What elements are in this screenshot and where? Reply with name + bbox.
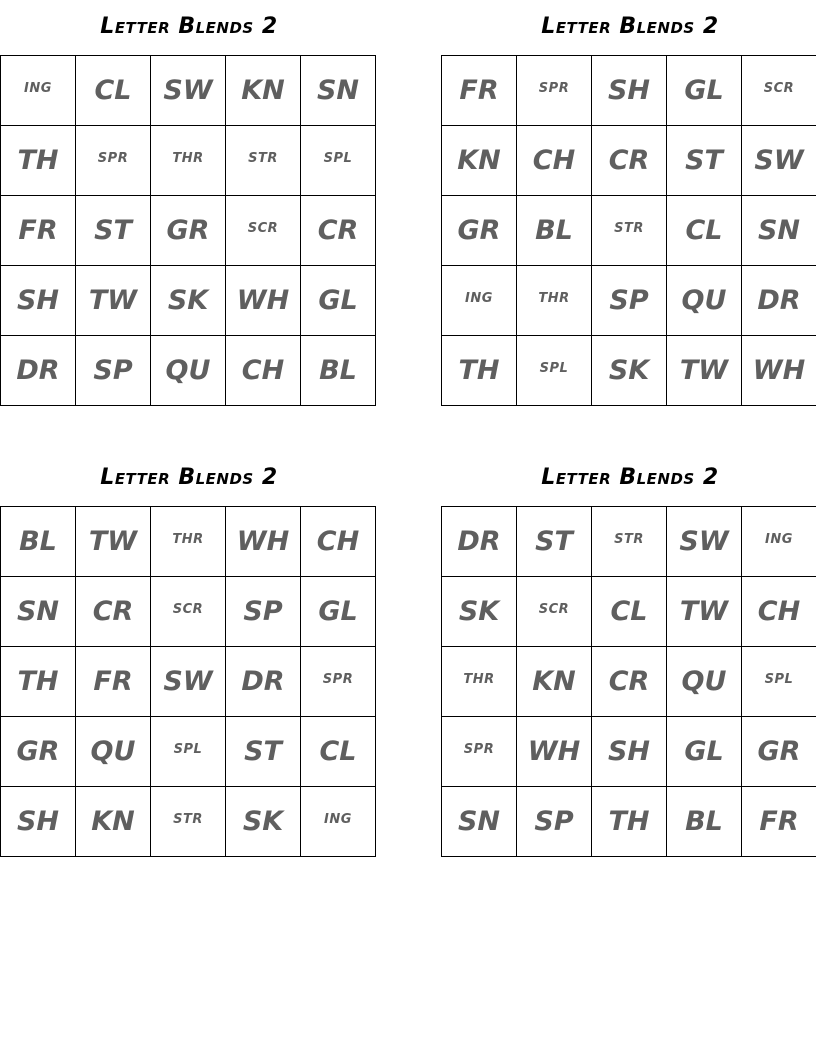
grid-cell: SPL	[301, 126, 376, 196]
grid-cell: ING	[1, 56, 76, 126]
grid-cell: FR	[76, 647, 151, 717]
grid-cell: SW	[667, 507, 742, 577]
grid-cell: THR	[151, 126, 226, 196]
grid-cell: SPL	[151, 717, 226, 787]
grid-cell: STR	[592, 507, 667, 577]
grid-cell: QU	[667, 647, 742, 717]
grid-cell: CH	[742, 577, 816, 647]
grid-cell: SN	[742, 196, 816, 266]
grid-cell: CL	[667, 196, 742, 266]
grid-cell: GR	[742, 717, 816, 787]
grid-cell: GL	[301, 266, 376, 336]
bingo-card-3	[0, 459, 376, 857]
grid-cell: CR	[592, 647, 667, 717]
grid-cell: THR	[442, 647, 517, 717]
grid-cell: CH	[301, 507, 376, 577]
bingo-card-4	[441, 459, 816, 857]
card-title: Letter Blends 2	[541, 465, 719, 490]
grid-cell: SCR	[151, 577, 226, 647]
grid-cell: THR	[151, 507, 226, 577]
grid-cell: DR	[1, 336, 76, 406]
grid-cell: STR	[226, 126, 301, 196]
grid-cell: TW	[667, 336, 742, 406]
grid-cell: STR	[151, 787, 226, 857]
grid-cell: CL	[301, 717, 376, 787]
grid-cell: CR	[301, 196, 376, 266]
grid-cell: QU	[151, 336, 226, 406]
grid-cell: TW	[76, 507, 151, 577]
grid-cell: SW	[742, 126, 816, 196]
grid-cell: FR	[442, 56, 517, 126]
grid-cell: SK	[592, 336, 667, 406]
grid-cell: SP	[76, 336, 151, 406]
grid-cell: SPR	[301, 647, 376, 717]
grid-cell: CR	[76, 577, 151, 647]
grid-cell: TH	[1, 126, 76, 196]
grid-cell: SH	[1, 787, 76, 857]
bingo-card-1	[0, 8, 376, 406]
grid-cell: KN	[76, 787, 151, 857]
grid-cell: BL	[667, 787, 742, 857]
grid-cell: DR	[742, 266, 816, 336]
grid-cell: SCR	[517, 577, 592, 647]
grid-cell: THR	[517, 266, 592, 336]
grid-cell: ING	[301, 787, 376, 857]
grid-cell: GR	[151, 196, 226, 266]
grid-cell: DR	[226, 647, 301, 717]
grid-cell: SN	[442, 787, 517, 857]
grid-cell: SW	[151, 647, 226, 717]
grid-cell: CL	[76, 56, 151, 126]
grid-cell: ST	[517, 507, 592, 577]
grid-cell: SPR	[517, 56, 592, 126]
grid-cell: GL	[667, 717, 742, 787]
grid-cell: CL	[592, 577, 667, 647]
grid-cell: KN	[442, 126, 517, 196]
grid-cell: SP	[592, 266, 667, 336]
grid-cell: STR	[592, 196, 667, 266]
grid-cell: WH	[517, 717, 592, 787]
grid-cell: TW	[667, 577, 742, 647]
card-title: Letter Blends 2	[541, 14, 719, 39]
grid-cell: SH	[592, 56, 667, 126]
grid-cell: KN	[517, 647, 592, 717]
grid-cell: SPR	[76, 126, 151, 196]
grid-cell: SH	[592, 717, 667, 787]
grid-cell: SN	[1, 577, 76, 647]
grid-cell: TH	[442, 336, 517, 406]
bingo-grid	[441, 55, 816, 406]
grid-cell: SK	[226, 787, 301, 857]
grid-cell: SN	[301, 56, 376, 126]
grid-cell: TH	[592, 787, 667, 857]
grid-cell: ST	[76, 196, 151, 266]
grid-cell: ING	[742, 507, 816, 577]
grid-cell: SP	[226, 577, 301, 647]
grid-cell: GR	[442, 196, 517, 266]
grid-cell: WH	[226, 266, 301, 336]
grid-cell: CH	[226, 336, 301, 406]
grid-cell: ST	[667, 126, 742, 196]
bingo-grid	[441, 506, 816, 857]
grid-cell: FR	[1, 196, 76, 266]
grid-cell: GL	[301, 577, 376, 647]
grid-cell: SK	[151, 266, 226, 336]
bingo-grid	[0, 506, 376, 857]
grid-cell: SH	[1, 266, 76, 336]
grid-cell: QU	[76, 717, 151, 787]
grid-cell: SPL	[517, 336, 592, 406]
grid-cell: BL	[517, 196, 592, 266]
grid-cell: CH	[517, 126, 592, 196]
grid-cell: GL	[667, 56, 742, 126]
grid-cell: ST	[226, 717, 301, 787]
card-title: Letter Blends 2	[100, 14, 278, 39]
grid-cell: TW	[76, 266, 151, 336]
grid-cell: SK	[442, 577, 517, 647]
bingo-grid	[0, 55, 376, 406]
grid-cell: WH	[742, 336, 816, 406]
grid-cell: BL	[1, 507, 76, 577]
grid-cell: SPR	[442, 717, 517, 787]
grid-cell: CR	[592, 126, 667, 196]
grid-cell: TH	[1, 647, 76, 717]
grid-cell: FR	[742, 787, 816, 857]
grid-cell: SCR	[226, 196, 301, 266]
grid-cell: GR	[1, 717, 76, 787]
grid-cell: DR	[442, 507, 517, 577]
grid-cell: QU	[667, 266, 742, 336]
bingo-card-2	[441, 8, 816, 406]
grid-cell: ING	[442, 266, 517, 336]
grid-cell: SCR	[742, 56, 816, 126]
grid-cell: KN	[226, 56, 301, 126]
grid-cell: SW	[151, 56, 226, 126]
grid-cell: BL	[301, 336, 376, 406]
grid-cell: WH	[226, 507, 301, 577]
grid-cell: SP	[517, 787, 592, 857]
card-title: Letter Blends 2	[100, 465, 278, 490]
grid-cell: SPL	[742, 647, 816, 717]
